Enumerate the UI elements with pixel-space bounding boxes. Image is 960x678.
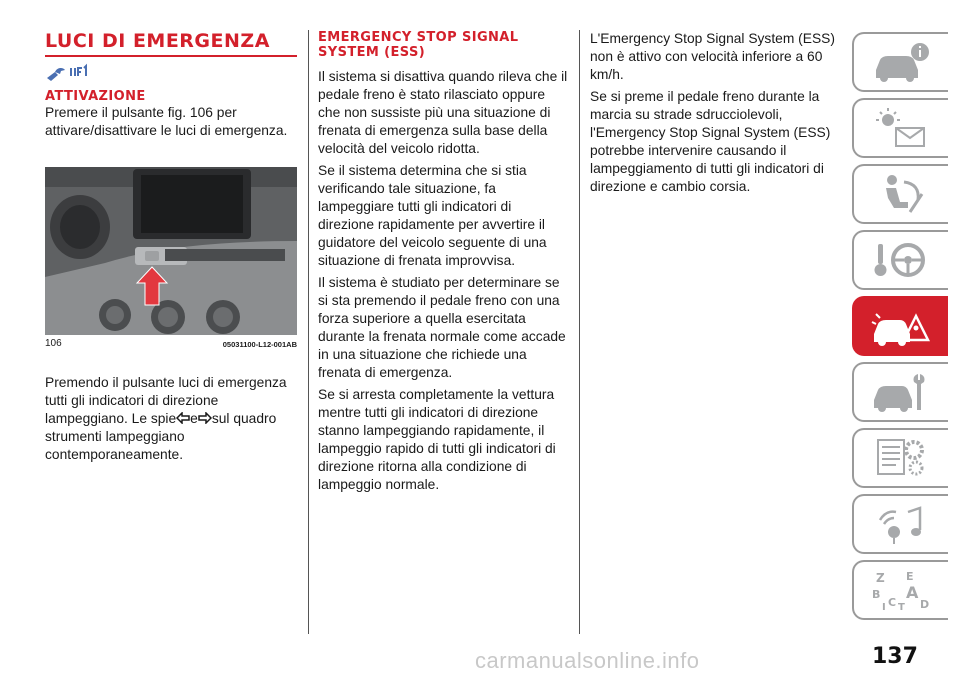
chapter-tabs [852, 32, 948, 626]
column-divider-1 [308, 30, 309, 634]
paragraph-hazard-lamps [45, 374, 297, 464]
column-left [45, 30, 297, 468]
tab-starting-driving[interactable] [852, 230, 948, 290]
section-title-ess: EMERGENCY STOP SIGNAL SYSTEM (ESS) [318, 30, 519, 60]
svg-text:D: D [920, 598, 930, 611]
column-divider-2 [579, 30, 580, 634]
subheading-attivazione: ATTIVAZIONE [45, 89, 146, 104]
figure-caption [45, 338, 297, 349]
para2-part-c: sul quadro strumenti lampeggiano contemporaneamente. [45, 411, 277, 462]
column-right [590, 30, 845, 200]
para2-part-a: Premendo il pulsante luci di emergenza tutti gli indicatori di direzione lampeggiano. Le spie [45, 375, 287, 426]
ess-paragraph-3: Il sistema è studiato per determinare se si sta premendo il pedale freno con una forza superiore a quella esercitata durante la frenata normale come accade in una situazione che richiede una frenata di emergenza. [318, 275, 566, 380]
svg-text:A: A [906, 583, 919, 602]
turn-left-icon [176, 412, 190, 424]
tab-index[interactable] [852, 560, 948, 620]
figure-code: 05031100-L12-001AB [222, 340, 297, 349]
watermark: carmanualsonline.info [475, 648, 700, 673]
para2-part-b: e [190, 411, 198, 426]
tab-car-info[interactable] [852, 32, 948, 92]
svg-text:T: T [898, 602, 905, 612]
emergency-car-icon [870, 304, 932, 348]
warning-lights-icon [870, 106, 932, 150]
figure-number: 106 [45, 338, 62, 349]
car-info-icon [870, 40, 932, 84]
ess-paragraph-5: L'Emergency Stop Signal System (ESS) non è attivo con velocità inferiore a 60 km/h. [590, 31, 835, 82]
svg-text:Z: Z [876, 571, 885, 585]
steering-wheel-icon [870, 238, 932, 282]
tab-tech-data[interactable] [852, 428, 948, 488]
ess-paragraph-4: Se si arresta completamente la vettura mentre tutti gli indicatori di direzione stanno lampeggiando rapidamente, il lampeggio rapido di tutti gli indicatori di direzione ritorna alla condizione di lampeggio normale. [318, 387, 556, 492]
tab-multimedia[interactable] [852, 494, 948, 554]
index-az-icon [870, 568, 932, 612]
section-title-luci-emergenza: LUCI DI EMERGENZA [45, 30, 270, 52]
column-middle [318, 30, 568, 498]
tool-icon [45, 63, 297, 83]
ess-paragraph-6: Se si preme il pedale freno durante la marcia su strade sdrucciolevoli, l'Emergency Stop Signal System (ESS) potrebbe intervenire causando il lampeggiamento di tutti gli indicatori di direzione e cambio corsia. [590, 89, 831, 194]
tab-warning-lights[interactable] [852, 98, 948, 158]
tab-maintenance[interactable] [852, 362, 948, 422]
dashboard-photo [45, 167, 297, 335]
svg-text:B: B [872, 588, 881, 601]
page-number: 137 [872, 644, 918, 669]
tab-safety[interactable] [852, 164, 948, 224]
svg-text:C: C [888, 596, 897, 609]
maintenance-car-icon [870, 370, 932, 414]
airbag-seat-icon [870, 172, 932, 216]
ess-paragraph-1: Il sistema si disattiva quando rileva che il pedale freno è stato rilasciato oppure che non sussiste più una situazione di frenata di emergenza sulla base della velocità del veicolo ridotta. [318, 69, 568, 156]
turn-right-icon [198, 412, 212, 424]
svg-text:I: I [882, 602, 886, 612]
tech-data-icon [870, 436, 932, 480]
svg-text:E: E [906, 570, 914, 583]
multimedia-icon [870, 502, 932, 546]
tab-emergency[interactable] [852, 296, 948, 356]
ess-paragraph-2: Se il sistema determina che si stia verificando tale situazione, fa lampeggiare tutti gli indicatori di direzione rapidamente per avvertire il guidatore del veicolo seguente di una situazione di frenata improvvisa. [318, 163, 547, 268]
title-underline [45, 55, 297, 57]
paragraph-activation: Premere il pulsante fig. 106 per attivare/disattivare le luci di emergenza. [45, 105, 288, 138]
